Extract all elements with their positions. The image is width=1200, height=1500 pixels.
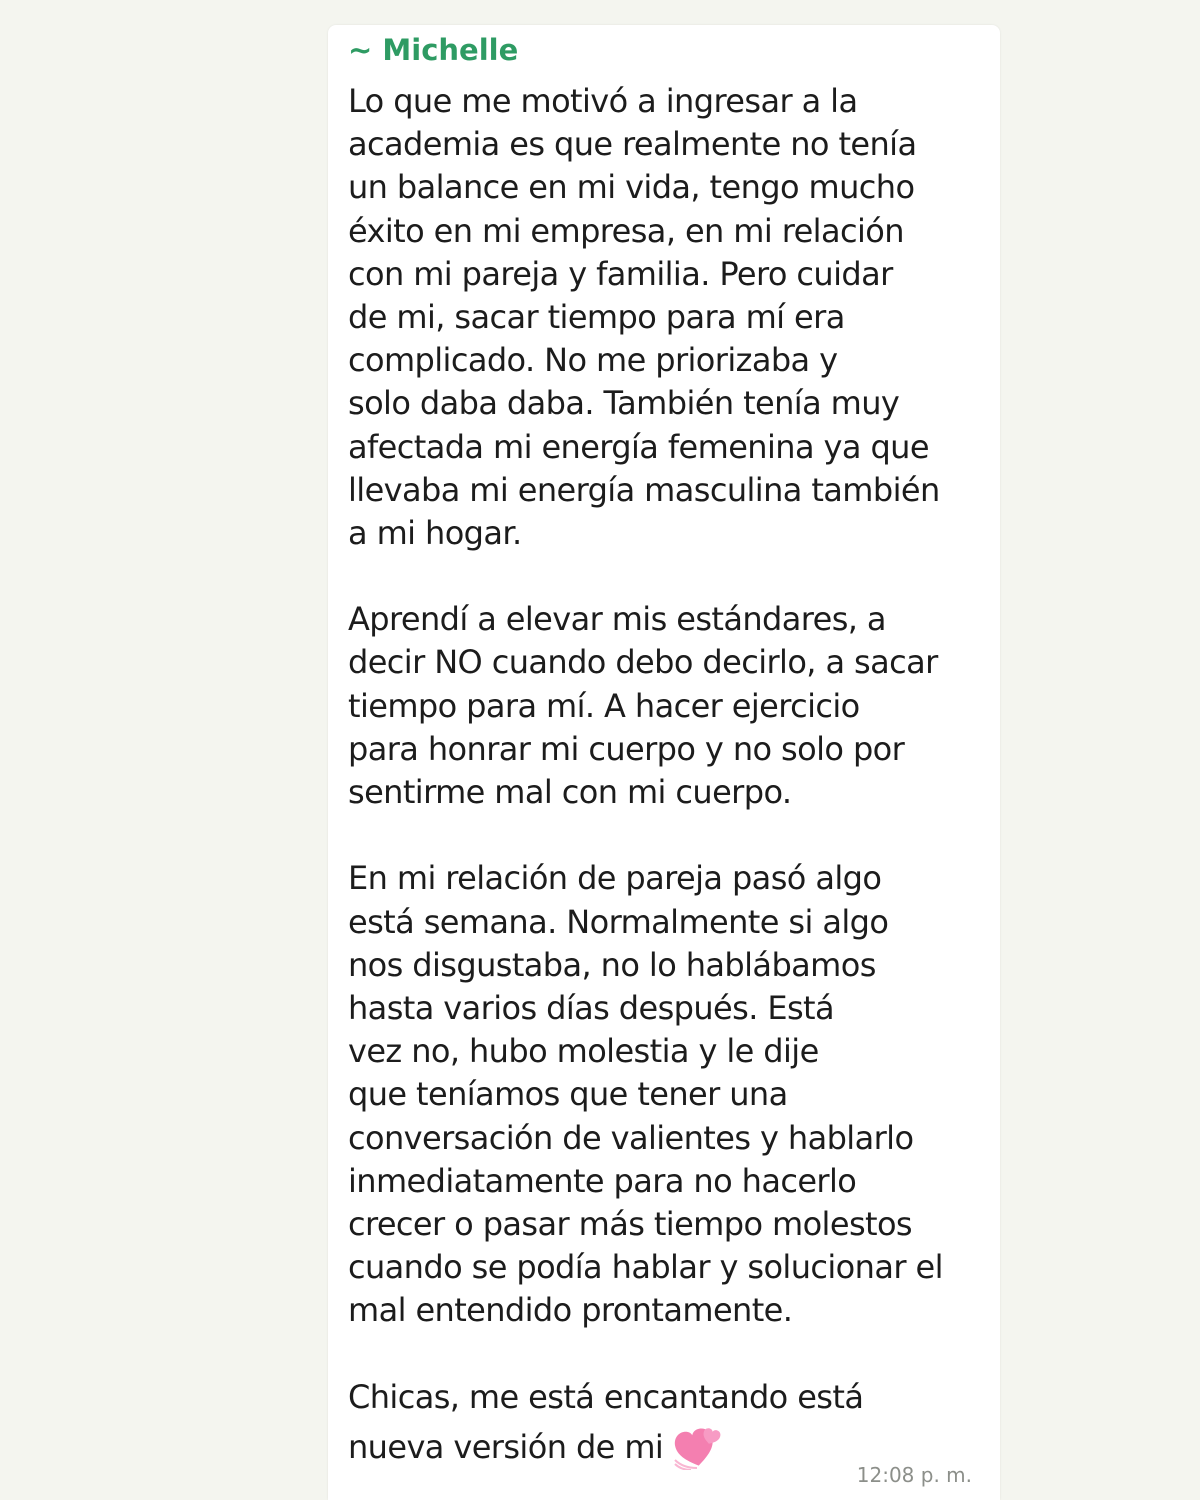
message-line: complicado. No me priorizaba y — [348, 341, 838, 380]
message-line: llevaba mi energía masculina también — [348, 470, 940, 509]
message-line: que teníamos que tener una — [348, 1075, 788, 1114]
message-bubble[interactable] — [328, 25, 1000, 1500]
message-line: nos disgustaba, no lo hablábamos — [348, 945, 876, 984]
message-line: tiempo para mí. A hacer ejercicio — [348, 686, 860, 725]
message-line: cuando se podía hablar y solucionar el — [348, 1248, 943, 1287]
message-paragraph — [348, 598, 988, 814]
message-line: a mi hogar. — [348, 513, 522, 552]
message-line: En mi relación de pareja pasó algo — [348, 859, 882, 898]
two-hearts-icon — [673, 1422, 725, 1470]
message-paragraph — [348, 1376, 988, 1475]
message-paragraph — [348, 857, 988, 1332]
message-line: éxito en mi empresa, en mi relación — [348, 211, 904, 250]
message-line: Chicas, me está encantando está — [348, 1377, 864, 1416]
message-line: está semana. Normalmente si algo — [348, 902, 889, 941]
message-line: crecer o pasar más tiempo molestos — [348, 1204, 913, 1243]
message-line: afectada mi energía femenina ya que — [348, 427, 929, 466]
message-line: inmediatamente para no hacerlo — [348, 1161, 857, 1200]
message-line: mal entendido prontamente. — [348, 1291, 793, 1330]
message-line: Lo que me motivó a ingresar a la — [348, 82, 858, 120]
message-line: Aprendí a elevar mis estándares, a — [348, 600, 886, 639]
message-line: un balance en mi vida, tengo mucho — [348, 168, 915, 207]
message-timestamp: 12:08 p. m. — [856, 1463, 972, 1487]
sender-name[interactable]: ~ Michelle — [348, 33, 519, 67]
message-line: solo daba daba. También tenía muy — [348, 384, 900, 423]
message-line: para honrar mi cuerpo y no solo por — [348, 729, 905, 768]
message-line: conversación de valientes y hablarlo — [348, 1118, 914, 1157]
message-line: hasta varios días después. Está — [348, 988, 834, 1027]
message-text — [348, 80, 988, 1475]
message-line: decir NO cuando debo decirlo, a sacar — [348, 643, 938, 682]
message-line: de mi, sacar tiempo para mí era — [348, 297, 845, 336]
message-line: sentirme mal con mi cuerpo. — [348, 773, 792, 811]
message-line: nueva versión de mi — [348, 1427, 664, 1466]
message-line: con mi pareja y familia. Pero cuidar — [348, 254, 893, 293]
message-line: academia es que realmente no tenía — [348, 125, 917, 164]
message-paragraph — [348, 80, 988, 555]
message-line: vez no, hubo molestia y le dije — [348, 1032, 819, 1071]
